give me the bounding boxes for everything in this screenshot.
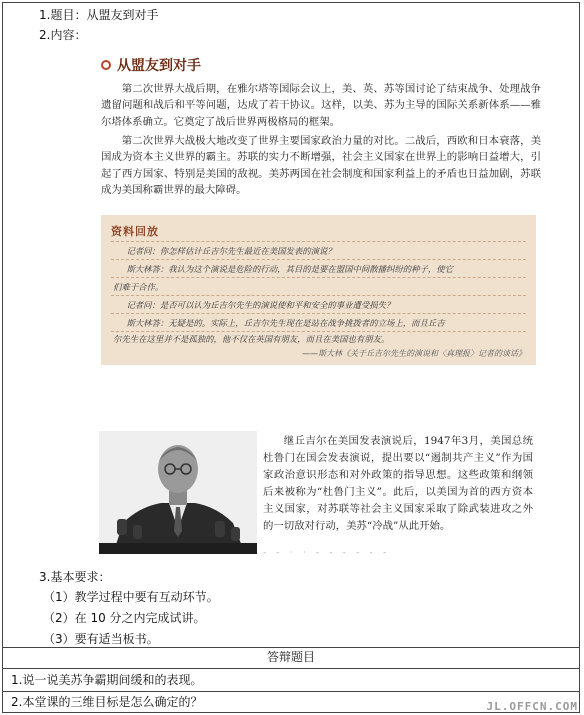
truman-photo: [99, 431, 257, 554]
table-divider: [3, 647, 579, 648]
defense-question: 2.本堂课的三维目标是怎么确定的？: [11, 695, 203, 709]
divider: [111, 331, 526, 332]
truman-doctrine-paragraph: 继丘吉尔在美国发表演说后，1947年3月，美国总统杜鲁门在国会发表演说，提出要以“遏制共产主义”作为国家政治意识形态和对外政策的指导思想。这些政策和纲领后来被称为“杜鲁门主义”。此后，以美国为首的西方资本主义国家，对苏联等社会主义国家采取了除武装进攻之外的一切敌对行动，美苏“冷战”从此开始。: [263, 435, 533, 532]
watermark: JL.OFFCN.COM: [486, 700, 578, 713]
defense-question: 1.说一说美苏争霸期间缓和的表现。: [11, 673, 203, 687]
requirements-heading: 3.基本要求：: [39, 570, 111, 584]
requirement-item: （2）在 10 分之内完成试讲。: [43, 611, 206, 625]
topic-title: 1.题目：从盟友到对手: [39, 8, 159, 22]
table-divider: [3, 668, 579, 669]
textbook-paragraph-1: 第二次世界大战后期，在雅尔塔等国际会议上，美、英、苏等国讨论了结束战争、处理战争遗留问题和战后和平等问题，达成了若干协议。这样，以美、苏为主导的国际关系新体系——雅尔塔体系确立。它奠定了战后世界两极格局的框架。: [101, 83, 541, 128]
defense-heading: 答辩题目: [266, 650, 315, 664]
source-line: 记者问：是否可以认为丘吉尔先生的演说使和平和安全的事业遭受损失？: [126, 300, 395, 310]
source-material-box: [101, 215, 536, 365]
textbook-paragraph-2: 第二次世界大战极大地改变了世界主要国家政治力量的对比。二战后，西欧和日本衰落，美国成为资本主义世界的霸主。苏联的实力不断增强，社会主义国家在世界上的影响日益增大，引起了西方国家、特别是美国的敌视。美苏两国在社会制度和国家利益上的矛盾也日益加剧，苏联成为美国称霸世界的最大障碍。: [101, 135, 541, 197]
divider: [111, 259, 526, 260]
source-line: 斯大林答：无疑是的。实际上，丘吉尔先生现在是站在战争挑拨者的立场上，而且丘吉: [126, 318, 445, 328]
content-cell: [3, 3, 579, 647]
cut-off-text: - - · · - - - - - -: [263, 548, 391, 557]
source-heading: 资料回放: [111, 225, 159, 238]
divider: [111, 241, 526, 242]
source-line: 尔先生在这里并不是孤独的，他不仅在英国有朋友，而且在美国也有朋友。: [113, 334, 390, 344]
requirement-item: （1）教学过程中要有互动环节。: [43, 590, 219, 604]
person-speaking-icon: [99, 431, 257, 554]
exam-sheet: [2, 2, 580, 713]
requirement-item: （3）要有适当板书。: [43, 632, 159, 646]
source-line: 记者问：你怎样估计丘吉尔先生最近在美国发表的演说？: [126, 246, 336, 256]
content-label: 2.内容：: [39, 28, 87, 42]
source-citation: ——斯大林《关于丘吉尔先生的演说和〈真理报〉记者的谈话》: [302, 349, 526, 358]
table-divider: [3, 691, 579, 692]
divider: [111, 295, 526, 296]
divider: [111, 313, 526, 314]
divider: [111, 277, 526, 278]
source-line: 斯大林答：我认为这个演说是危险的行动，其目的是要在盟国中间散播纠纷的种子，使它: [126, 264, 454, 274]
section-title-text: 从盟友到对手: [117, 58, 201, 74]
textbook-section-title: [101, 55, 201, 75]
source-line: 们难于合作。: [113, 282, 164, 292]
circle-bullet-icon: [101, 60, 111, 70]
